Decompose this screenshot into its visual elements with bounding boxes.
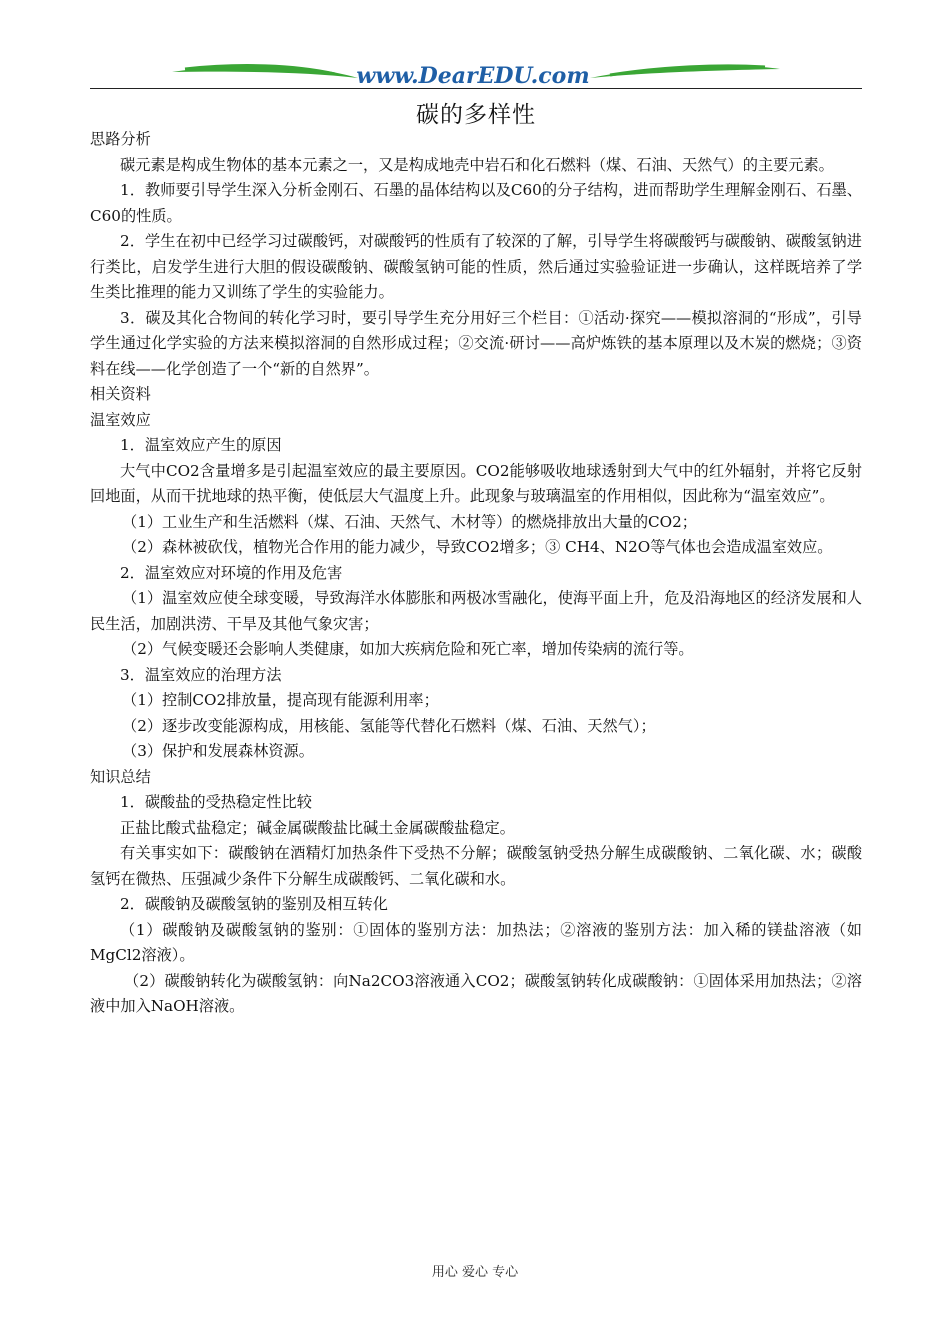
item-heading: 1．温室效应产生的原因 (120, 436, 282, 454)
list-item: （2）碳酸钠转化为碳酸氢钠：向Na2CO3溶液通入CO2；碳酸氢钠转化成碳酸钠：①固体采用加热法；②溶液中加入NaOH溶液。 (90, 971, 862, 1015)
paragraph: 正盐比酸式盐稳定；碱金属碳酸盐比碱土金属碳酸盐稳定。 (120, 818, 515, 837)
page-title: 碳的多样性 (416, 102, 536, 128)
header-rule (90, 88, 862, 89)
list-item: （1）碳酸钠及碳酸氢钠的鉴别：①固体的鉴别方法：加热法；②溶液的鉴别方法：加入稀的镁盐溶液（如MgCl2溶液）。 (90, 920, 862, 964)
paragraph: 3．碳及其化合物间的转化学习时，要引导学生充分用好三个栏目：①活动·探究——模拟溶洞的“形成”，引导学生通过化学实验的方法来模拟溶洞的自然形成过程；②交流·研讨——高炉炼铁的基本原理以及木炭的燃烧；③资料在线——化学创造了一个“新的自然界”。 (90, 308, 862, 378)
list-item: （3）保护和发展森林资源。 (122, 742, 314, 760)
list-item: （2）森林被砍伐，植物光合作用的能力减少，导致CO2增多；③ CH4、N2O等气体也会造成温室效应。 (122, 538, 833, 556)
item-heading: 1．碳酸盐的受热稳定性比较 (120, 793, 312, 811)
logo-text: www.DearEDU.com (356, 63, 590, 89)
item-heading: 2．温室效应对环境的作用及危害 (120, 563, 343, 582)
list-item: （1）控制CO2排放量，提高现有能源利用率； (122, 691, 439, 709)
paragraph: 大气中CO2含量增多是引起温室效应的最主要原因。CO2能够吸收地球透射到大气中的红外辐射，并将它反射回地面，从而干扰地球的热平衡，使低层大气温度上升。此现象与玻璃温室的作用相似，因此称为“温室效应”。 (90, 461, 862, 505)
page-footer: 用心 爱心 专心 (431, 1265, 519, 1280)
section-heading: 知识总结 (90, 767, 151, 786)
section-heading: 思路分析 (90, 130, 151, 148)
paragraph: 有关事实如下：碳酸钠在酒精灯加热条件下受热不分解；碳酸氢钠受热分解生成碳酸钠、二氧化碳、水；碳酸氢钙在微热、压强减少条件下分解生成碳酸钙、二氧化碳和水。 (90, 844, 862, 888)
header-swoosh-graphic (90, 58, 862, 92)
paragraph: 2．学生在初中已经学习过碳酸钙，对碳酸钙的性质有了较深的了解，引导学生将碳酸钙与碳酸钠、碳酸氢钠进行类比，启发学生进行大胆的假设碳酸钠、碳酸氢钠可能的性质，然后通过实验验证进一步确认，这样既培养了学生类比推理的能力又训练了学生的实验能力。 (90, 232, 862, 301)
subsection-heading: 温室效应 (90, 410, 151, 429)
list-item: （2）逐步改变能源构成，用核能、氢能等代替化石燃料（煤、石油、天然气）； (122, 716, 656, 735)
item-heading: 2．碳酸钠及碳酸氢钠的鉴别及相互转化 (120, 895, 388, 913)
list-item: （1）温室效应使全球变暖，导致海洋水体膨胀和两极冰雪融化，使海平面上升，危及沿海地区的经济发展和人民生活，加剧洪涝、干旱及其他气象灾害； (90, 589, 862, 633)
paragraph: 1．教师要引导学生深入分析金刚石、石墨的晶体结构以及C60的分子结构，进而帮助学生理解金刚石、石墨、C60的性质。 (90, 181, 862, 225)
section-heading: 相关资料 (90, 385, 151, 403)
document-body (90, 127, 862, 1020)
item-heading: 3．温室效应的治理方法 (120, 665, 282, 684)
list-item: （2）气候变暖还会影响人类健康，如加大疾病危险和死亡率，增加传染病的流行等。 (122, 640, 694, 658)
header-logo (90, 58, 862, 92)
paragraph: 碳元素是构成生物体的基本元素之一，又是构成地壳中岩石和化石燃料（煤、石油、天然气）的主要元素。 (120, 155, 834, 174)
list-item: （1）工业生产和生活燃料（煤、石油、天然气、木材等）的燃烧排放出大量的CO2； (122, 512, 697, 531)
